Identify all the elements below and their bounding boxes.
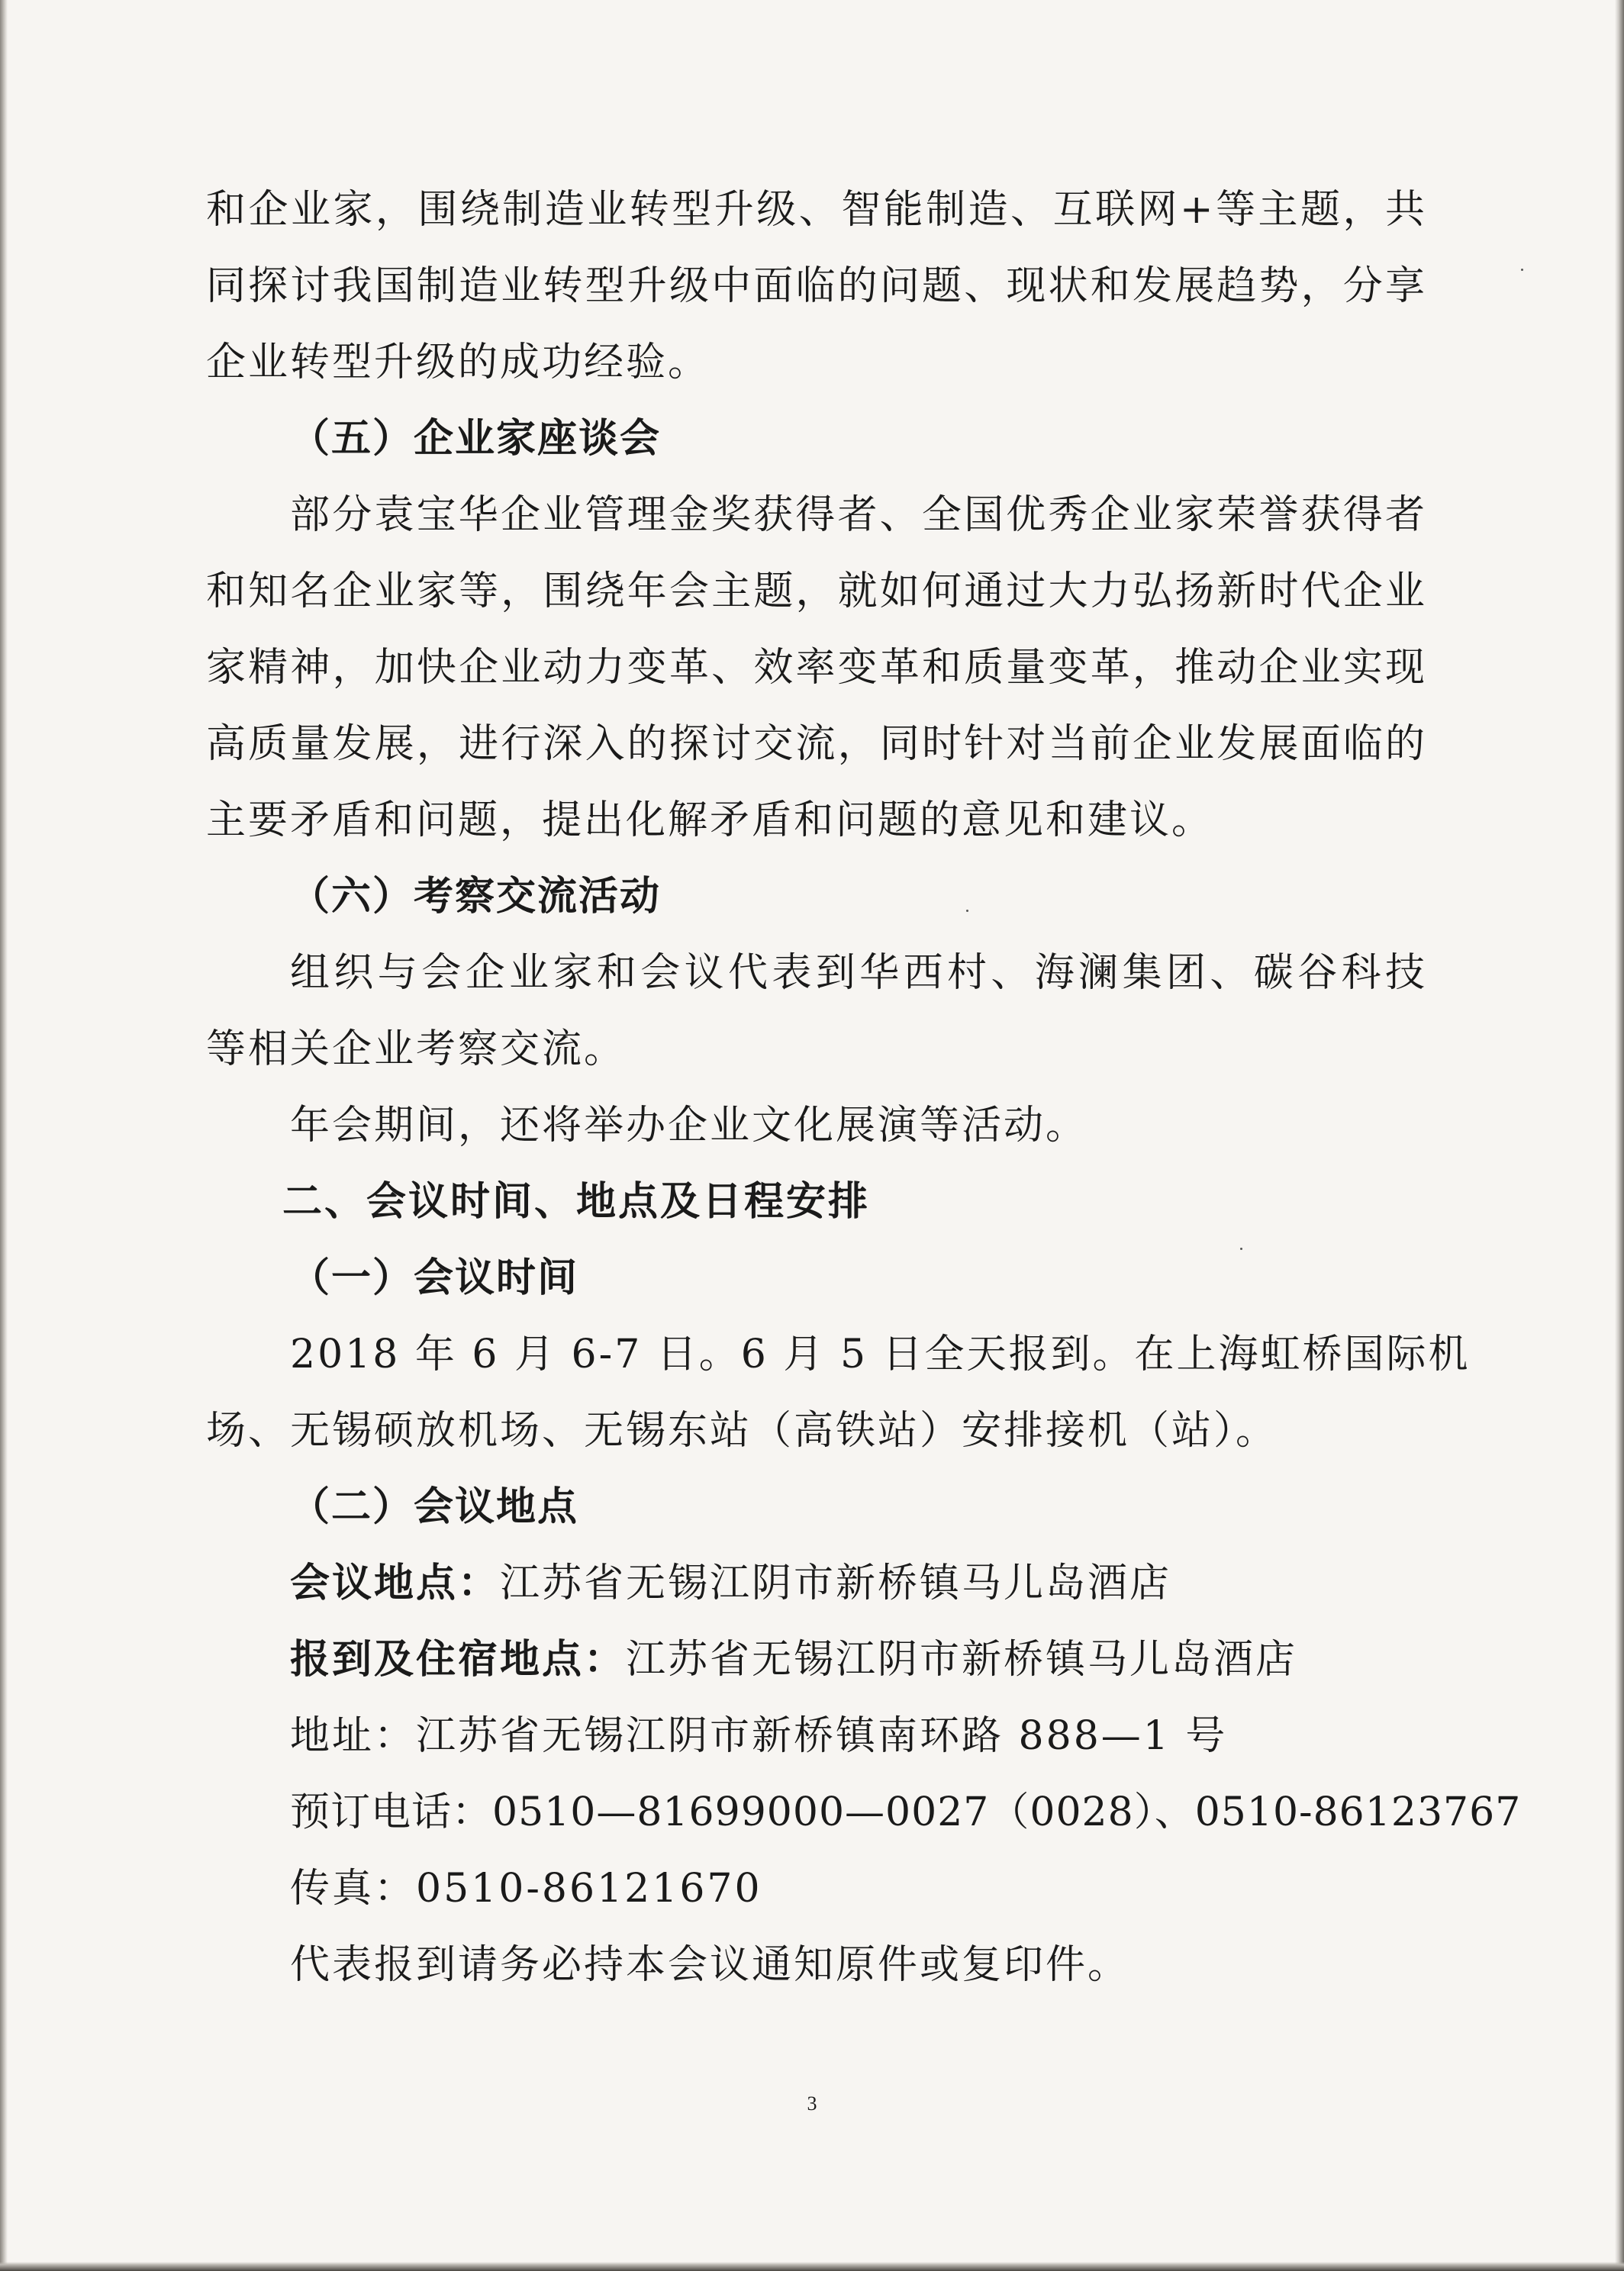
page-number: 3 (807, 2092, 817, 2115)
scan-edge-left (0, 0, 8, 2271)
paragraph-line: 部分袁宝华企业管理金奖获得者、全国优秀企业家荣誉获得者 (290, 492, 1427, 538)
venue-meeting-line (206, 1545, 1427, 1622)
paragraph-line: 家精神，加快企业动力变革、效率变革和质量变革，推动企业实现 (206, 645, 1427, 691)
main-heading: 二、会议时间、地点及日程安排 (282, 1179, 871, 1225)
section-heading: （一）会议时间 (290, 1255, 579, 1301)
venue-booking-line (206, 1774, 1522, 1851)
paragraph-line: 同探讨我国制造业转型升级中面临的问题、现状和发展趋势，分享 (206, 263, 1427, 309)
venue-meeting-label: 会议地点： (290, 1561, 501, 1606)
paragraph-line: 场、无锡硕放机场、无锡东站（高铁站）安排接机（站）。 (206, 1408, 1278, 1454)
venue-note: 代表报到请务必持本会议通知原件或复印件。 (290, 1942, 1130, 1988)
paragraph-line: 企业转型升级的成功经验。 (206, 340, 710, 385)
venue-checkin-label: 报到及住宿地点： (290, 1637, 627, 1683)
venue-address-label: 地址： (290, 1713, 417, 1759)
scan-speck (1521, 269, 1523, 271)
document-body (206, 172, 1522, 2003)
scan-edge-right (1615, 0, 1624, 2271)
section-heading: （二）会议地点 (290, 1484, 579, 1530)
section-heading: （六）考察交流活动 (290, 874, 662, 920)
paragraph-line: 年会期间，还将举办企业文化展演等活动。 (290, 1103, 1088, 1148)
venue-address-value: 江苏省无锡江阴市新桥镇南环路 888—1 号 (416, 1713, 1228, 1759)
paragraph-line: 2018 年 6 月 6-7 日。6 月 5 日全天报到。在上海虹桥国际机 (290, 1332, 1471, 1377)
section-heading: （五）企业家座谈会 (290, 416, 662, 462)
venue-checkin-line (206, 1622, 1427, 1698)
paragraph-line: 和知名企业家等，围绕年会主题，就如何通过大力弘扬新时代企业 (206, 569, 1427, 614)
paragraph-line: 组织与会企业家和会议代表到华西村、海澜集团、碳谷科技 (290, 950, 1427, 996)
venue-fax-value: 0510-86121670 (416, 1866, 762, 1912)
venue-fax-label: 传真： (290, 1866, 417, 1912)
venue-booking-label: 预订电话： (290, 1789, 493, 1835)
paragraph-line: 主要矛盾和问题，提出化解矛盾和问题的意见和建议。 (206, 797, 1214, 843)
scan-edge-bottom (0, 2262, 1624, 2271)
venue-address-line (206, 1698, 1427, 1774)
venue-fax-line (206, 1851, 1427, 1927)
paragraph-line: 和企业家，围绕制造业转型升级、智能制造、互联网+等主题，共 (206, 187, 1427, 233)
venue-meeting-value: 江苏省无锡江阴市新桥镇马儿岛酒店 (500, 1561, 1172, 1606)
paragraph-line: 高质量发展，进行深入的探讨交流，同时针对当前企业发展面临的 (206, 721, 1427, 767)
paragraph-line: 等相关企业考察交流。 (206, 1026, 627, 1072)
venue-booking-value: 0510—81699000—0027（0028）、0510-86123767 (492, 1789, 1522, 1835)
venue-checkin-value: 江苏省无锡江阴市新桥镇马儿岛酒店 (626, 1637, 1298, 1683)
